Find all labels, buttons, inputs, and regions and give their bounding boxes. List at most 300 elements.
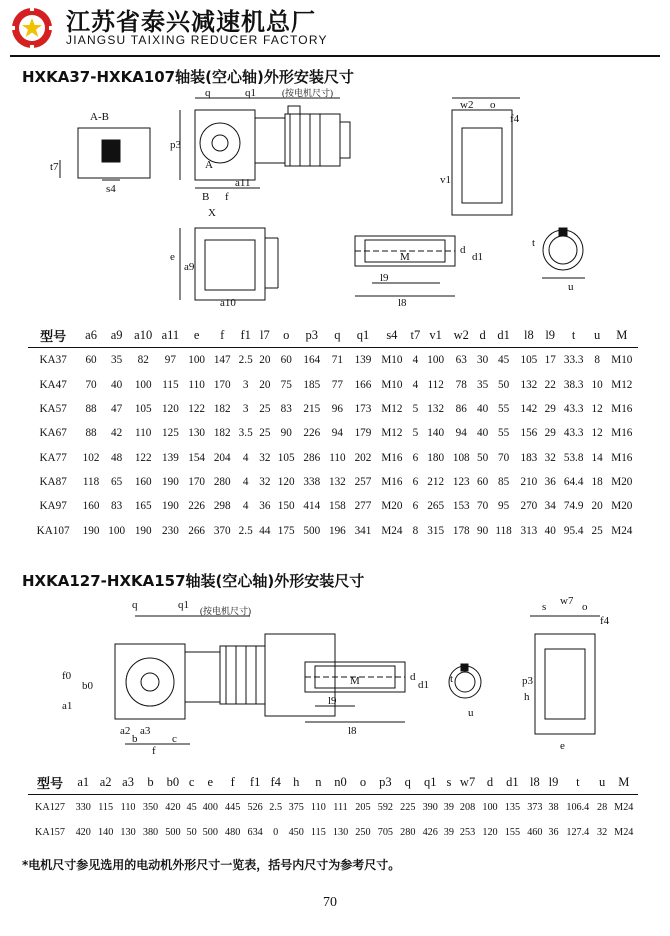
value-cell: 34 — [544, 500, 556, 513]
value-cell: M12 — [381, 427, 403, 440]
svg-text:h: h — [524, 691, 530, 703]
value-cell: 63 — [455, 354, 467, 367]
value-cell: 83 — [111, 500, 123, 513]
value-cell: 426 — [422, 827, 438, 839]
svg-text:f4: f4 — [600, 615, 610, 627]
svg-text:u: u — [468, 707, 474, 719]
svg-text:b: b — [132, 733, 138, 745]
value-cell: 280 — [213, 475, 231, 488]
value-cell: M16 — [381, 475, 403, 488]
column-header: d — [474, 323, 491, 348]
column-header: M — [606, 323, 638, 348]
column-header: f — [221, 770, 243, 795]
value-cell: 102 — [82, 451, 100, 464]
svg-text:a1: a1 — [62, 700, 73, 712]
value-cell: 182 — [213, 427, 231, 440]
value-cell: 105 — [134, 403, 152, 416]
column-header: f1 — [244, 770, 266, 795]
value-cell: 39 — [443, 827, 454, 839]
value-cell: 6 — [412, 451, 419, 464]
value-cell: 420 — [165, 802, 181, 814]
value-cell: 165 — [134, 500, 152, 513]
value-cell: M24 — [614, 802, 634, 814]
value-cell: 257 — [354, 475, 372, 488]
value-cell: 18 — [591, 475, 603, 488]
value-cell: 28 — [597, 802, 608, 814]
value-cell: 20 — [591, 500, 603, 513]
value-cell: 100 — [482, 802, 498, 814]
value-cell: 480 — [225, 827, 241, 839]
value-cell: 75 — [280, 378, 292, 391]
value-cell: 95 — [497, 500, 510, 513]
value-cell: 110 — [135, 427, 152, 440]
value-cell: 70 — [85, 378, 97, 391]
value-cell: 190 — [134, 524, 152, 537]
value-cell: 65 — [111, 475, 123, 488]
svg-text:l9: l9 — [328, 695, 337, 707]
value-cell: 370 — [213, 524, 231, 537]
value-cell: 156 — [520, 427, 538, 440]
svg-text:M: M — [400, 251, 410, 263]
value-cell: 132 — [520, 378, 538, 391]
column-header: u — [589, 323, 606, 348]
value-cell: 180 — [427, 451, 445, 464]
value-cell: 202 — [354, 451, 372, 464]
value-cell: 250 — [355, 827, 371, 839]
value-cell: 29 — [544, 403, 556, 416]
value-cell: 71 — [331, 354, 343, 367]
column-header: u — [595, 770, 610, 795]
value-cell: 212 — [427, 475, 445, 488]
value-cell: 147 — [213, 354, 231, 367]
section2-drawings — [60, 594, 650, 756]
svg-text:c: c — [172, 733, 177, 745]
section1-title: HXKA37-HXKA107轴装(空心轴)外形安装尺寸 — [22, 68, 354, 86]
column-header: o — [273, 323, 299, 348]
value-cell: 2.5 — [269, 802, 283, 814]
table-row — [28, 373, 638, 397]
company-name-en: JIANGSU TAIXING REDUCER FACTORY — [66, 33, 328, 47]
svg-text:a3: a3 — [140, 725, 151, 737]
svg-text:e: e — [560, 740, 565, 752]
value-cell: 4 — [242, 451, 249, 464]
column-header: t7 — [408, 323, 423, 348]
column-header: q — [325, 323, 351, 348]
model-cell: KA87 — [39, 475, 67, 488]
svg-text:f0: f0 — [62, 670, 72, 682]
column-header: M — [610, 770, 638, 795]
value-cell: M20 — [611, 475, 633, 488]
column-header: v1 — [423, 323, 449, 348]
value-cell: 112 — [427, 378, 444, 391]
column-header: b0 — [162, 770, 184, 795]
svg-text:l8: l8 — [348, 725, 357, 737]
value-cell: 115 — [310, 827, 326, 839]
svg-text:w7: w7 — [560, 595, 574, 607]
column-header: l8 — [516, 323, 542, 348]
column-header: e — [184, 323, 210, 348]
svg-text:q1: q1 — [245, 88, 256, 99]
value-cell: 17 — [544, 354, 556, 367]
value-cell: 32 — [544, 451, 556, 464]
value-cell: 4 — [242, 475, 249, 488]
value-cell: 38.3 — [563, 378, 584, 391]
column-header: p3 — [299, 323, 325, 348]
svg-text:f: f — [225, 191, 229, 203]
value-cell: 130 — [332, 827, 349, 839]
value-cell: 6 — [412, 500, 419, 513]
value-cell: 36 — [548, 827, 559, 839]
table-row — [28, 518, 638, 542]
value-cell: 86 — [455, 403, 467, 416]
svg-text:q: q — [132, 599, 138, 611]
value-cell: 139 — [354, 354, 372, 367]
column-header: a6 — [78, 323, 104, 348]
spec-table-ka37-ka107 — [28, 323, 638, 543]
label-motor-note: (按电机尺寸) — [282, 88, 333, 98]
value-cell: 183 — [520, 451, 538, 464]
value-cell: 105 — [277, 451, 295, 464]
value-cell: 277 — [354, 500, 372, 513]
value-cell: 36 — [259, 500, 271, 513]
value-cell: 110 — [310, 802, 326, 814]
table-row — [28, 820, 638, 845]
value-cell: 45 — [186, 802, 197, 814]
svg-text:p3: p3 — [170, 139, 181, 151]
value-cell: 64.4 — [563, 475, 584, 488]
value-cell: 142 — [520, 403, 538, 416]
value-cell: 170 — [213, 378, 231, 391]
svg-text:u: u — [568, 281, 574, 293]
value-cell: 5 — [412, 427, 419, 440]
column-header: f — [209, 323, 235, 348]
value-cell: 140 — [98, 827, 114, 839]
value-cell: 208 — [459, 802, 476, 814]
value-cell: 280 — [400, 827, 416, 839]
value-cell: M10 — [611, 354, 633, 367]
value-cell: 83 — [280, 403, 292, 416]
column-header: a2 — [94, 770, 116, 795]
value-cell: 2.5 — [238, 354, 253, 367]
value-cell: 500 — [165, 827, 181, 839]
column-header: a11 — [157, 323, 184, 348]
value-cell: 77 — [331, 378, 343, 391]
column-header: n — [307, 770, 329, 795]
value-cell: 55 — [497, 403, 510, 416]
value-cell: 526 — [247, 802, 263, 814]
value-cell: 6 — [412, 475, 419, 488]
svg-text:v1: v1 — [440, 174, 451, 186]
value-cell: 140 — [427, 427, 445, 440]
value-cell: 5 — [412, 403, 419, 416]
value-cell: 25 — [259, 427, 271, 440]
value-cell: 226 — [303, 427, 321, 440]
column-header: w2 — [448, 323, 474, 348]
value-cell: 158 — [328, 500, 346, 513]
svg-text:d: d — [410, 671, 416, 683]
value-cell: 60 — [476, 475, 489, 488]
value-cell: 94 — [455, 427, 467, 440]
value-cell: 338 — [303, 475, 321, 488]
column-header: 型号 — [28, 323, 78, 348]
value-cell: 35 — [111, 354, 123, 367]
value-cell: 12 — [591, 427, 603, 440]
value-cell: M16 — [611, 451, 633, 464]
svg-text:a9: a9 — [184, 261, 195, 273]
svg-text:d: d — [460, 244, 466, 256]
svg-text:f4: f4 — [510, 113, 520, 125]
value-cell: M10 — [381, 378, 403, 391]
value-cell: 390 — [422, 802, 438, 814]
column-header: w7 — [456, 770, 478, 795]
value-cell: 122 — [134, 451, 152, 464]
value-cell: 94 — [331, 427, 343, 440]
value-cell: 90 — [280, 427, 292, 440]
value-cell: 8 — [594, 354, 600, 367]
svg-text:q1: q1 — [178, 599, 189, 611]
value-cell: 500 — [303, 524, 321, 537]
value-cell: 230 — [162, 524, 179, 537]
value-cell: 20 — [259, 354, 271, 367]
column-header: f1 — [235, 323, 256, 348]
value-cell: 50 — [476, 451, 489, 464]
model-cell: KA127 — [35, 802, 65, 814]
column-header: t — [559, 323, 589, 348]
value-cell: 100 — [134, 378, 152, 391]
value-cell: 78 — [455, 378, 467, 391]
svg-text:b0: b0 — [82, 680, 93, 692]
value-cell: 705 — [377, 827, 393, 839]
value-cell: 40 — [476, 427, 489, 440]
label-view-ab: A-B — [90, 111, 109, 123]
svg-text:a2: a2 — [120, 725, 131, 737]
value-cell: 130 — [120, 827, 136, 839]
column-header: l9 — [546, 770, 561, 795]
column-header: l7 — [256, 323, 273, 348]
value-cell: 160 — [134, 475, 152, 488]
svg-text:w2: w2 — [460, 99, 474, 111]
value-cell: 100 — [108, 524, 126, 537]
value-cell: 115 — [162, 378, 179, 391]
value-cell: 108 — [452, 451, 470, 464]
value-cell: 4 — [412, 378, 419, 391]
model-cell: KA67 — [39, 427, 67, 440]
table-row — [28, 348, 638, 373]
value-cell: 74.9 — [563, 500, 584, 513]
value-cell: M20 — [381, 500, 403, 513]
model-cell: KA107 — [36, 524, 70, 537]
value-cell: 48 — [111, 451, 123, 464]
table-row — [28, 421, 638, 445]
value-cell: 313 — [520, 524, 538, 537]
value-cell: 135 — [504, 802, 521, 814]
value-cell: 32 — [259, 475, 271, 488]
value-cell: 35 — [476, 378, 489, 391]
svg-text:o: o — [582, 601, 588, 613]
value-cell: 39 — [443, 802, 454, 814]
svg-text:o: o — [490, 99, 496, 111]
column-header: 型号 — [28, 770, 72, 795]
company-logo — [10, 6, 54, 50]
value-cell: 330 — [75, 802, 91, 814]
value-cell: 196 — [328, 524, 346, 537]
svg-text:X: X — [208, 207, 216, 219]
value-cell: 226 — [188, 500, 205, 513]
page-number: 70 — [323, 895, 337, 910]
value-cell: 123 — [452, 475, 470, 488]
svg-text:a10: a10 — [220, 297, 236, 309]
value-cell: 298 — [213, 500, 231, 513]
value-cell: 14 — [591, 451, 603, 464]
value-cell: 85 — [497, 475, 510, 488]
value-cell: 132 — [427, 403, 445, 416]
value-cell: 120 — [277, 475, 295, 488]
value-cell: 111 — [333, 802, 348, 814]
value-cell: 266 — [188, 524, 205, 537]
svg-text:p3: p3 — [522, 675, 533, 687]
table-row — [28, 445, 638, 469]
value-cell: 173 — [354, 403, 372, 416]
column-header: n0 — [329, 770, 351, 795]
value-cell: 22 — [544, 378, 556, 391]
label-motor-note-2: (按电机尺寸) — [200, 606, 251, 616]
value-cell: 185 — [303, 378, 321, 391]
value-cell: 120 — [162, 403, 179, 416]
table-row — [28, 397, 638, 421]
model-cell: KA57 — [39, 403, 67, 416]
value-cell: 10 — [591, 378, 603, 391]
column-header: a3 — [117, 770, 139, 795]
table-row — [28, 470, 638, 494]
table-row — [28, 494, 638, 518]
section2-title: HXKA127-HXKA157轴装(空心轴)外形安装尺寸 — [22, 572, 365, 590]
value-cell: 420 — [75, 827, 91, 839]
value-cell: 500 — [202, 827, 218, 839]
value-cell: 460 — [527, 827, 543, 839]
value-cell: 82 — [137, 354, 149, 367]
value-cell: 160 — [82, 500, 100, 513]
value-cell: 450 — [288, 827, 304, 839]
value-cell: 270 — [520, 500, 538, 513]
value-cell: 90 — [476, 524, 489, 537]
value-cell: 154 — [188, 451, 205, 464]
value-cell: M16 — [611, 403, 633, 416]
value-cell: 96 — [331, 403, 343, 416]
column-header: l9 — [542, 323, 559, 348]
value-cell: 164 — [303, 354, 321, 367]
column-header: t — [561, 770, 595, 795]
value-cell: 118 — [495, 524, 512, 537]
value-cell: 110 — [120, 802, 136, 814]
value-cell: 350 — [142, 802, 159, 814]
value-cell: 55 — [497, 427, 510, 440]
value-cell: 32 — [259, 451, 271, 464]
value-cell: 125 — [162, 427, 179, 440]
svg-text:B: B — [202, 191, 210, 203]
value-cell: 122 — [188, 403, 205, 416]
value-cell: 3 — [242, 378, 249, 391]
value-cell: 253 — [459, 827, 476, 839]
value-cell: 42 — [111, 427, 123, 440]
value-cell: 375 — [288, 802, 304, 814]
value-cell: 414 — [303, 500, 321, 513]
value-cell: 380 — [142, 827, 159, 839]
value-cell: 400 — [202, 802, 218, 814]
value-cell: 95.4 — [563, 524, 584, 537]
column-header: h — [285, 770, 307, 795]
value-cell: 373 — [527, 802, 543, 814]
column-header: d1 — [491, 323, 516, 348]
value-cell: 4 — [412, 354, 419, 367]
column-header: e — [199, 770, 221, 795]
value-cell: 115 — [98, 802, 114, 814]
svg-text:t7: t7 — [50, 161, 59, 173]
value-cell: 100 — [188, 354, 205, 367]
model-cell: KA97 — [39, 500, 67, 513]
value-cell: 215 — [303, 403, 321, 416]
column-header: q1 — [419, 770, 441, 795]
value-cell: 190 — [162, 475, 179, 488]
table-header-row — [28, 323, 638, 348]
value-cell: 38 — [548, 802, 559, 814]
value-cell: 3 — [242, 403, 249, 416]
value-cell: 190 — [82, 524, 100, 537]
value-cell: 12 — [591, 403, 603, 416]
svg-text:s: s — [542, 601, 547, 613]
model-cell: KA37 — [39, 354, 67, 367]
value-cell: 40 — [476, 403, 489, 416]
value-cell: 204 — [213, 451, 231, 464]
svg-text:l9: l9 — [380, 272, 389, 284]
value-cell: 170 — [188, 475, 205, 488]
value-cell: 150 — [277, 500, 295, 513]
value-cell: M16 — [381, 451, 403, 464]
value-cell: 40 — [111, 378, 123, 391]
value-cell: 205 — [355, 802, 371, 814]
column-header: o — [352, 770, 374, 795]
value-cell: 179 — [354, 427, 372, 440]
value-cell: 44 — [259, 524, 271, 537]
value-cell: 70 — [497, 451, 510, 464]
value-cell: 166 — [354, 378, 372, 391]
value-cell: 132 — [328, 475, 346, 488]
value-cell: 178 — [452, 524, 470, 537]
model-cell: KA77 — [39, 451, 67, 464]
value-cell: 25 — [591, 524, 603, 537]
svg-text:d1: d1 — [418, 679, 429, 691]
value-cell: 105 — [520, 354, 538, 367]
value-cell: 40 — [544, 524, 556, 537]
value-cell: 110 — [188, 378, 205, 391]
value-cell: 60 — [85, 354, 97, 367]
svg-text:t: t — [532, 237, 536, 249]
value-cell: 32 — [597, 827, 608, 839]
value-cell: 445 — [225, 802, 241, 814]
section1-drawings — [20, 88, 660, 310]
svg-text:t: t — [450, 673, 454, 685]
value-cell: 315 — [427, 524, 445, 537]
column-header: s4 — [376, 323, 408, 348]
value-cell: 225 — [400, 802, 416, 814]
svg-text:l8: l8 — [398, 297, 407, 309]
model-cell: KA157 — [35, 827, 65, 839]
footnote: *电机尺寸参见选用的电动机外形尺寸一览表，括号内尺寸为参考尺寸。 — [22, 858, 401, 872]
value-cell: 175 — [277, 524, 295, 537]
value-cell: 118 — [82, 475, 100, 488]
column-header: p3 — [374, 770, 396, 795]
value-cell: 182 — [213, 403, 231, 416]
column-header: q — [397, 770, 419, 795]
